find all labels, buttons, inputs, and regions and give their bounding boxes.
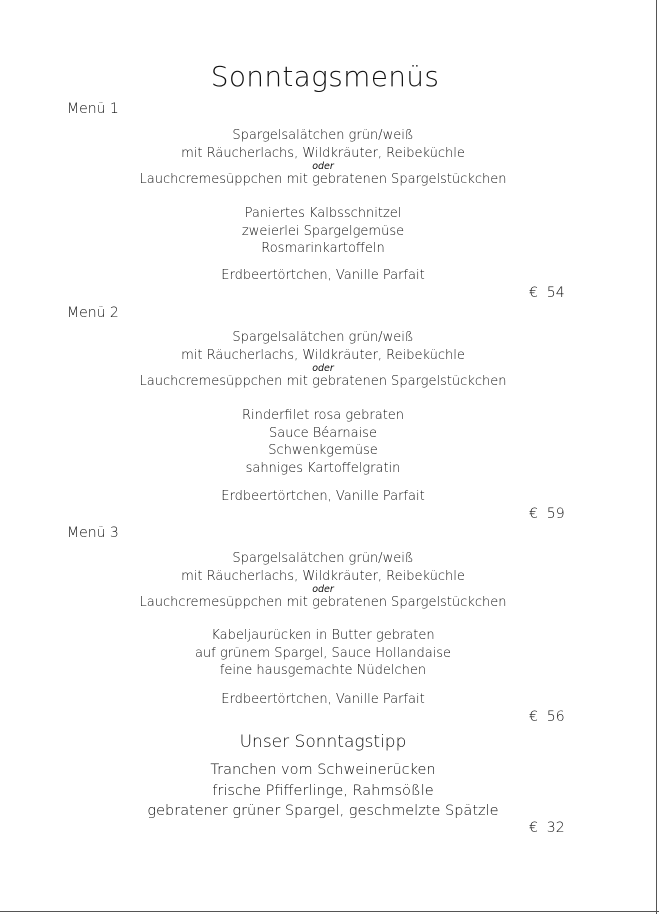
menu-3-starter (0, 550, 646, 612)
page-border-bottom (0, 911, 659, 912)
menu-1-starter (0, 127, 646, 189)
menu-2-main (0, 407, 646, 477)
menu-2-dessert: Erdbeertörtchen, Vanille Parfait (221, 489, 425, 504)
menu-2-starter-line: Spargelsalätchen grün/weiß (232, 330, 414, 345)
menu-2-main-line: Rinderfilet rosa gebraten (241, 408, 405, 423)
menu-2-starter (0, 329, 646, 391)
menu-1-dessert: Erdbeertörtchen, Vanille Parfait (221, 268, 425, 283)
menu-2-main-line: Sauce Béarnaise (269, 425, 377, 441)
menu-1-main-line: Paniertes Kalbsschnitzel (244, 206, 402, 221)
menu-3-soup: Lauchcremesüppchen mit gebratenen Spargelstückchen (139, 595, 507, 610)
page-border-right (656, 0, 657, 914)
menu-3-main-line: Kabeljaurücken in Butter gebraten (211, 628, 435, 643)
menu-3-starter-line: Spargelsalätchen grün/weiß (232, 551, 414, 566)
menu-2-price: € 59 (529, 506, 565, 522)
menu-1-starter-line: Spargelsalätchen grün/weiß (232, 128, 414, 143)
menu-2-starter-line: mit Räucherlachs, Wildkräuter, Reibeküchle (181, 347, 465, 363)
menu-2-soup: Lauchcremesüppchen mit gebratenen Spargelstückchen (139, 374, 507, 389)
menu-3-price: € 56 (529, 709, 565, 725)
menu-1-main-line: zweierlei Spargelgemüse (241, 223, 405, 239)
menu-3-heading: Menü 3 (67, 525, 119, 541)
menu-1-soup: Lauchcremesüppchen mit gebratenen Spargelstückchen (139, 172, 507, 187)
menu-3-main-line: feine hausgemachte Nüdelchen (219, 663, 427, 678)
menu-3-oder: oder (312, 584, 334, 595)
tipp-heading: Unser Sonntagstipp (239, 732, 407, 752)
tipp-line: Tranchen vom Schweinerücken (210, 762, 436, 778)
menu-2-main-line: sahniges Kartoffelgratin (245, 460, 401, 476)
tipp-price: € 32 (529, 820, 565, 836)
menu-2-oder: oder (312, 363, 334, 374)
tipp-dish (0, 760, 646, 822)
menu-3-main-line: auf grünem Spargel, Sauce Hollandaise (194, 645, 452, 661)
menu-1-heading: Menü 1 (67, 101, 119, 117)
menu-3-starter-line: mit Räucherlachs, Wildkräuter, Reibeküchle (181, 568, 465, 584)
menu-1-oder: oder (312, 161, 334, 172)
menu-1-main (0, 205, 646, 258)
menu-3-main (0, 627, 646, 680)
menu-3-dessert: Erdbeertörtchen, Vanille Parfait (221, 692, 425, 707)
menu-1-main-line: Rosmarinkartoffeln (261, 241, 385, 256)
menu-2-heading: Menü 2 (67, 305, 119, 321)
page-title: Sonntagsmenüs (210, 60, 440, 93)
menu-2-main-line: Schwenkgemüse (268, 443, 378, 458)
menu-1-price: € 54 (529, 285, 565, 301)
menu-1-starter-line: mit Räucherlachs, Wildkräuter, Reibeküchle (181, 145, 465, 161)
tipp-line: frische Pfifferlinge, Rahmsößle (212, 782, 434, 799)
tipp-line: gebratener grüner Spargel, geschmelzte Spätzle (147, 803, 499, 819)
